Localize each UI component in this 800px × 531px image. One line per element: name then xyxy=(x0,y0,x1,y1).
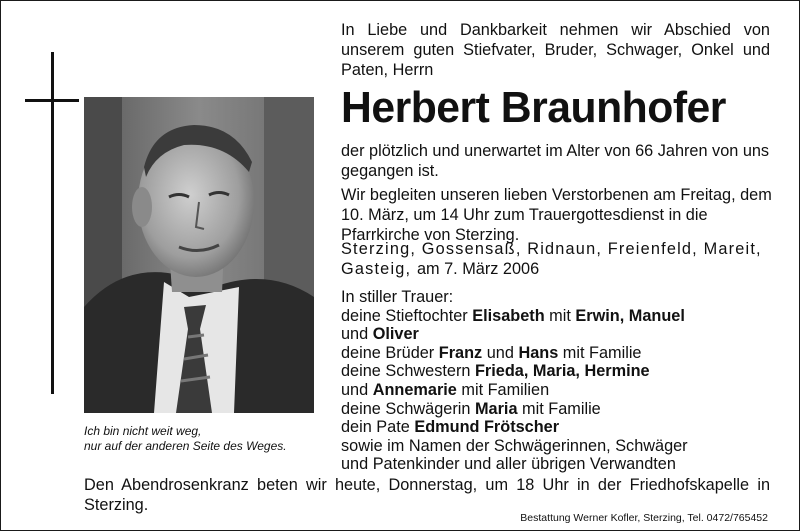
mourner-line: deine Brüder Franz und Hans mit Familie xyxy=(341,343,642,362)
mourner-line: dein Pate Edmund Frötscher xyxy=(341,418,560,437)
portrait-photo xyxy=(84,97,314,413)
notice-body xyxy=(341,141,773,245)
notice-date: am 7. März 2006 xyxy=(416,260,540,278)
cross-icon-vertical xyxy=(51,52,54,394)
quote xyxy=(84,424,334,454)
mourner-line: deine Schwestern Frieda, Maria, Hermine xyxy=(341,362,650,381)
mourner-line: deine Stieftochter Elisabeth mit Erwin, Manuel xyxy=(341,306,685,325)
place-date xyxy=(341,239,773,279)
mourner-line: sowie im Namen der Schwägerinnen, Schwäger xyxy=(341,436,688,455)
deceased-name: Herbert Braunhofer xyxy=(341,83,726,132)
quote-line: Ich bin nicht weit weg, xyxy=(84,424,202,438)
intro-text: In Liebe und Dankbarkeit nehmen wir Abschied von unserem guten Stiefvater, Bruder, Schwager, Onkel und Paten, Herrn xyxy=(341,21,770,79)
quote-line: nur auf der anderen Seite des Weges. xyxy=(84,439,287,453)
places: Sterzing, Gossensaß, Ridnaun, Freienfeld, Mareit, Gasteig, xyxy=(341,240,762,278)
portrait-image xyxy=(84,97,314,413)
cross-icon-horizontal xyxy=(25,99,79,102)
mourner-line: und Oliver xyxy=(341,325,419,344)
death-notice: der plötzlich und unerwartet im Alter von 66 Jahren von uns gegangen ist. xyxy=(341,142,770,180)
funeral-home-footer: Bestattung Werner Kofler, Sterzing, Tel. 0472/765452 xyxy=(520,512,768,524)
rosary-notice: Den Abendrosenkranz beten wir heute, Donnerstag, um 18 Uhr in der Friedhofskapelle in Sterzing. xyxy=(84,476,770,514)
mourner-line: und Annemarie mit Familien xyxy=(341,380,550,399)
mourners-list xyxy=(341,288,773,474)
mourner-line: deine Schwägerin Maria mit Familie xyxy=(341,399,601,418)
mourner-line: und Patenkinder und aller übrigen Verwandten xyxy=(341,455,676,474)
funeral-notice: Wir begleiten unseren lieben Verstorbenen am Freitag, dem 10. März, um 14 Uhr zum Trauergottesdienst in die Pfarrkirche von Sterzing. xyxy=(341,186,772,244)
mourners-heading: In stiller Trauer: xyxy=(341,288,454,306)
